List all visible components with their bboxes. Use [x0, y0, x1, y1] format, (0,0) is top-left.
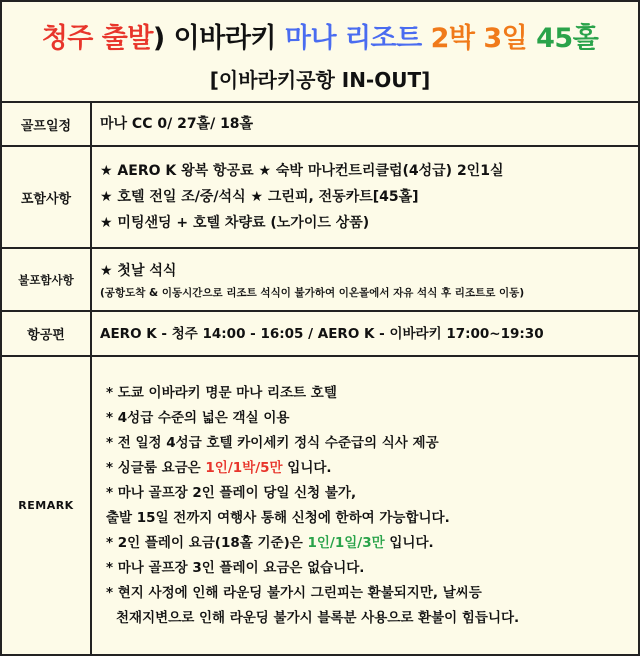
included-line: ★ 호텔 전일 조/중/석식 ★ 그린피, 전동카트[45홀] [100, 189, 419, 205]
remark-text: 입니다. [384, 534, 434, 551]
label-flight: 항공편 [2, 312, 92, 355]
remark-line: 출발 15일 전까지 여행사 통해 신청에 한하여 가능합니다. [106, 509, 450, 526]
remark-line: * 마나 골프장 3인 플레이 요금은 없습니다. [106, 559, 365, 576]
included-line: ★ AERO K 왕복 항공료 ★ 숙박 마나컨트리클럽(4성급) 2인1실 [100, 163, 504, 179]
content-flight [92, 312, 638, 355]
remark-line: * 마나 골프장 2인 플레이 당일 신청 불가, [106, 484, 357, 501]
golf-schedule-text: 마나 CC 0/ 27홀/ 18홀 [100, 116, 254, 132]
remark-line: * 도쿄 이바라키 명문 마나 리조트 호텔 [106, 384, 337, 401]
row-golf-schedule [2, 103, 638, 147]
excluded-line: ★ 첫날 석식 [100, 262, 177, 279]
label-remark: REMARK [2, 357, 92, 654]
page-subtitle: [이바라키공항 IN-OUT] [209, 68, 431, 92]
included-line: ★ 미팅샌딩 + 호텔 차량료 (노가이드 상품) [100, 215, 370, 231]
content-golf-schedule [92, 103, 638, 145]
page-title [2, 2, 638, 55]
title-destination: ) 이바라키 [152, 23, 285, 54]
row-included [2, 147, 638, 249]
remark-line: * 4성급 수준의 넓은 객실 이용 [106, 409, 290, 426]
row-flight [2, 312, 638, 357]
two-player-price: 1인/1일/3만 [307, 534, 385, 551]
remark-text: * 2인 플레이 요금(18홀 기준)은 [106, 534, 308, 551]
content-included [92, 147, 638, 247]
header [2, 2, 638, 103]
row-excluded [2, 249, 638, 312]
title-holes: 45홀 [527, 23, 599, 54]
title-duration: 2박 3일 [421, 23, 528, 54]
remark-line: * 전 일정 4성급 호텔 카이세키 정식 수준급의 식사 제공 [106, 434, 439, 451]
remark-line: * 현지 사정에 인해 라운딩 불가시 그린피는 환불되지만, 날씨등 [106, 584, 482, 601]
excluded-note: (공항도착 & 이동시간으로 리조트 석식이 불가하여 이온몰에서 자유 석식 후 리조트로 이동) [100, 286, 525, 299]
flight-text: AERO K - 청주 14:00 - 16:05 / AERO K - 이바라키 17:00~19:30 [100, 325, 544, 342]
remark-line-single-room [106, 456, 630, 481]
single-room-price: 1인/1박/5만 [205, 459, 283, 476]
remark-line-two-player [106, 531, 630, 556]
content-remark [92, 357, 638, 654]
row-remark [2, 357, 638, 654]
label-golf-schedule: 골프일정 [2, 103, 92, 145]
label-excluded: 불포함사항 [2, 249, 92, 310]
remark-text: 입니다. [282, 459, 332, 476]
title-resort: 마나 리조트 [284, 23, 422, 54]
title-departure: 청주 출발 [41, 23, 153, 54]
remark-line: 천재지변으로 인해 라운딩 불가시 블록분 사용으로 환불이 힘듭니다. [116, 609, 520, 626]
label-included: 포함사항 [2, 147, 92, 247]
remark-text: * 싱글룸 요금은 [106, 459, 206, 476]
content-excluded [92, 249, 638, 310]
